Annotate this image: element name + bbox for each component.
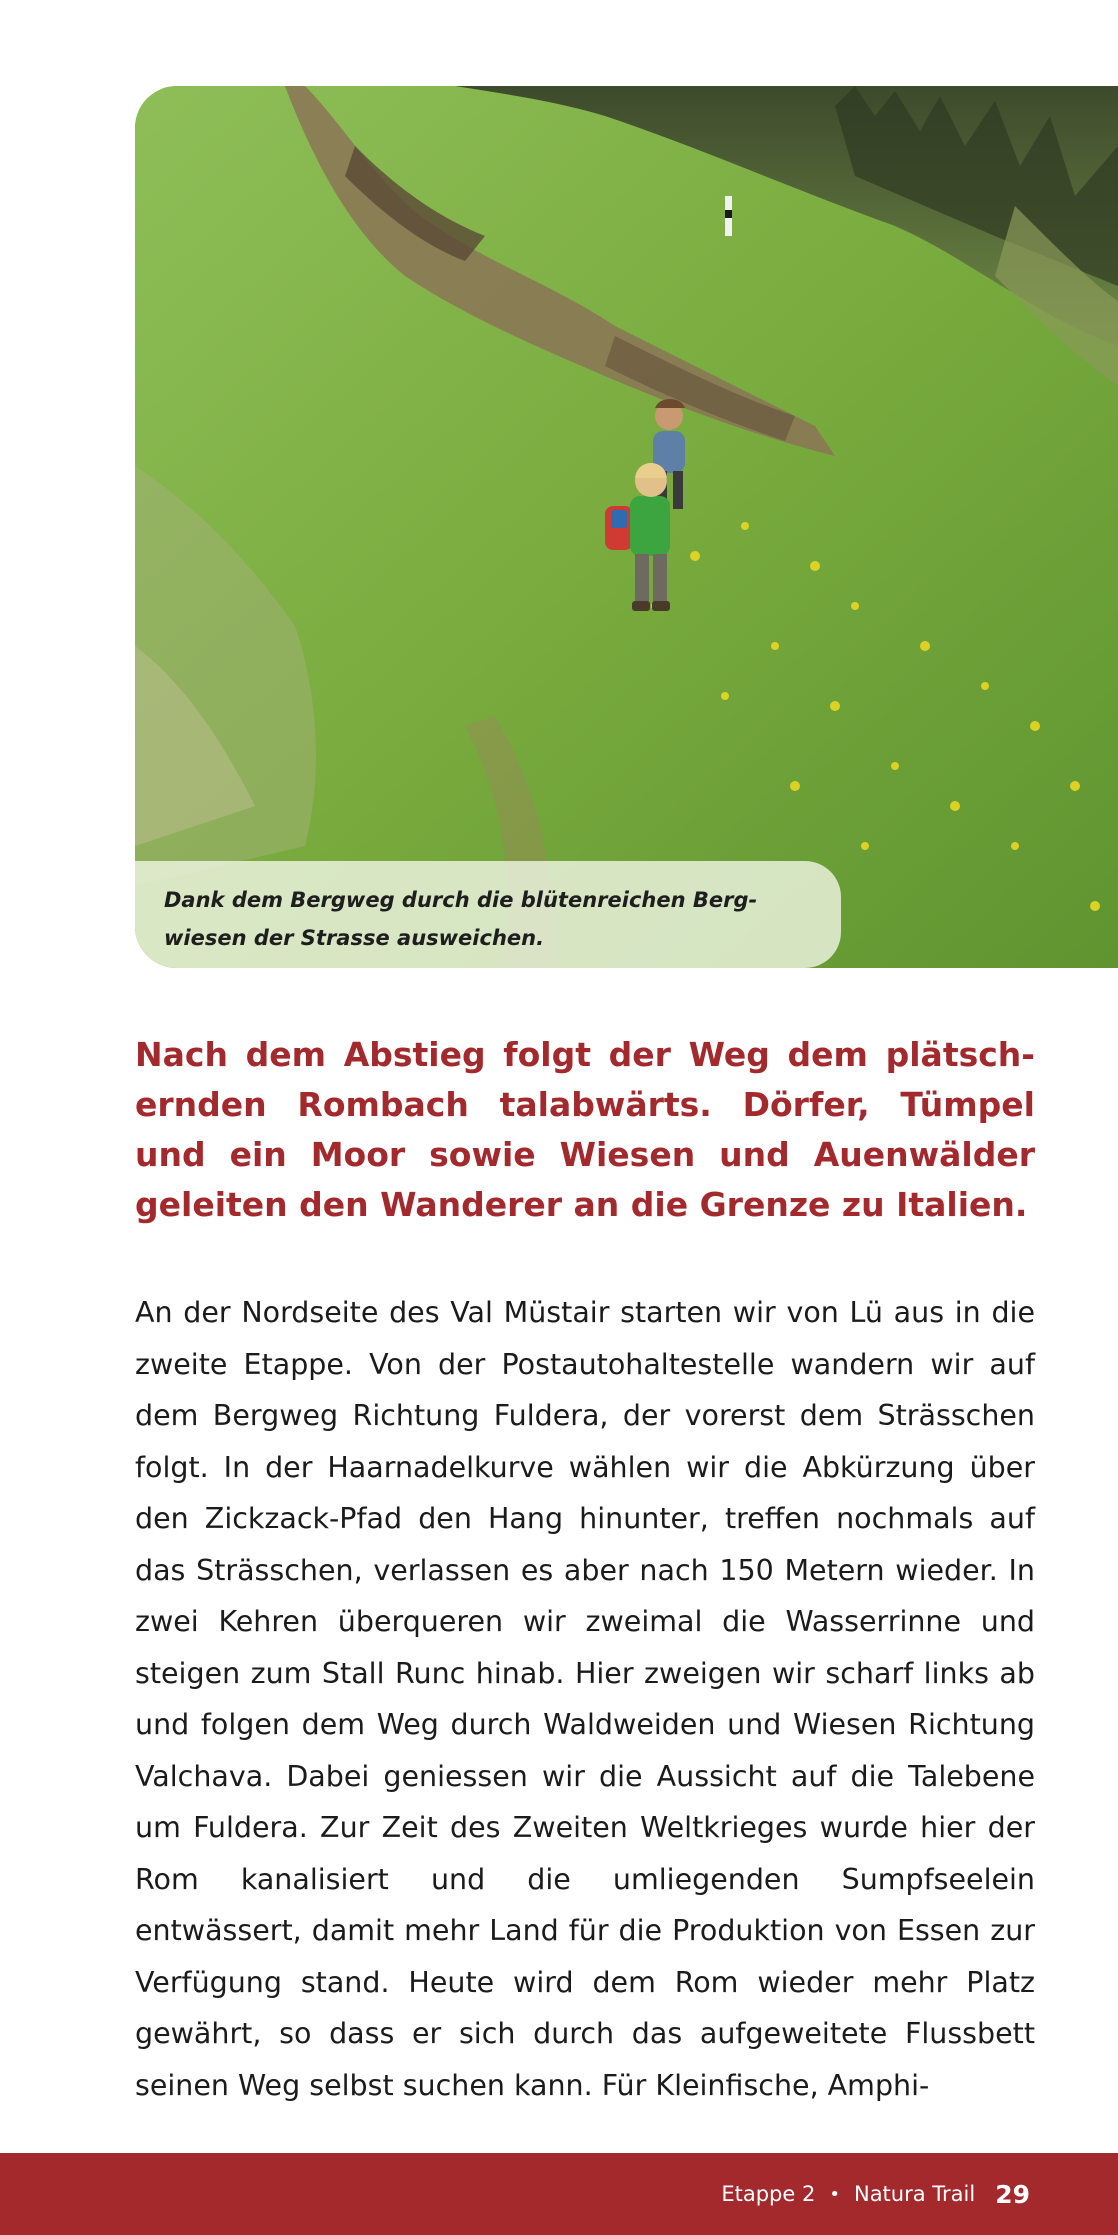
- footer-info: [721, 2153, 1030, 2235]
- footer-title: Natura Trail: [853, 2182, 976, 2206]
- photo: [135, 86, 1118, 968]
- caption-line: wiesen der Strasse ausweichen.: [164, 926, 545, 950]
- lead-paragraph: Nach dem Abstieg folgt der Weg dem plätsch-ernden Rombach talabwärts. Dörfer, Tümpel und ein Moor sowie Wiesen und Auenwälder geleiten den Wanderer an die Grenze zu Italien.: [135, 1035, 1035, 1224]
- footer-separator: •: [829, 2183, 840, 2205]
- page-number: 29: [995, 2179, 1030, 2209]
- photo-caption: [135, 861, 841, 968]
- photo-caption-text: [164, 881, 817, 957]
- body-paragraph: An der Nordseite des Val Müstair starten wir von Lü aus in die zweite Etappe. Von der Postautohaltestelle wandern wir auf dem Bergweg Richtung Fuldera, der vorerst dem Strässchen folgt. In der Haarnadelkurve wählen wir die Abkürzung über den Zickzack-Pfad den Hang hinunter, treffen nochmals auf das Strässchen, verlassen es aber nach 150 Metern wieder. In zwei Kehren überqueren wir zweimal die Wasserrinne und steigen zum Stall Runc hinab. Hier zweigen wir scharf links ab und folgen dem Weg durch Waldweiden und Wiesen Richtung Valchava. Dabei geniessen wir die Aussicht auf die Talebene um Fuldera. Zur Zeit des Zweiten Weltkrieges wurde hier der Rom kanalisiert und die umliegenden Sumpfseelein entwässert, damit mehr Land für die Produktion von Essen zur Verfügung stand. Heute wird dem Rom wieder mehr Platz gewährt, so dass er sich durch das aufgeweitete Flussbett seinen Weg selbst suchen kann. Für Kleinfische, Amphi-: [135, 1296, 1035, 2102]
- footer-section: Etappe 2: [721, 2182, 816, 2206]
- hiking-children-meadow-photo: [135, 86, 1118, 968]
- caption-line: Dank dem Bergweg durch die blütenreichen Berg-: [164, 888, 758, 912]
- page-footer: [0, 2153, 1118, 2235]
